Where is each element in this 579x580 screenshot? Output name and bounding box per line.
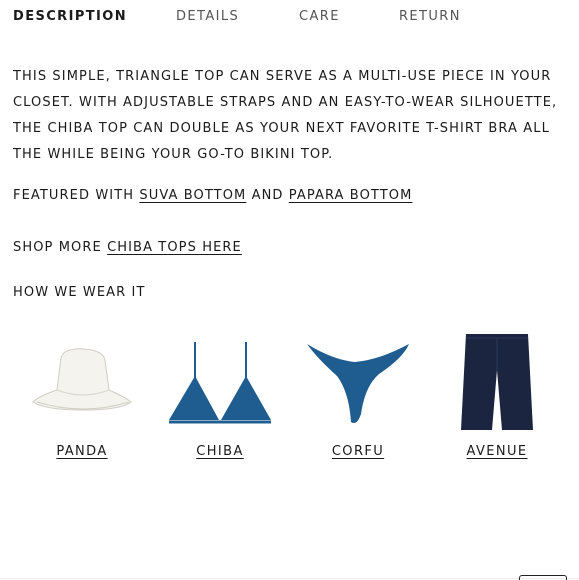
product-panda[interactable] [17,330,147,465]
how-we-wear-heading: HOW WE WEAR IT [13,285,146,300]
product-corfu[interactable] [293,330,423,465]
bikini-bottom-icon [293,330,423,430]
pants-icon [432,330,562,430]
divider [0,578,579,579]
bottom-corner-tab[interactable] [519,575,567,580]
product-chiba[interactable] [155,330,285,465]
product-label: PANDA [56,444,108,459]
product-description: THIS SIMPLE, TRIANGLE TOP CAN SERVE AS A MULTI-USE PIECE IN YOUR CLOSET. WITH ADJUSTABLE STRAPS AND AN EASY-TO-WEAR SILHOUETTE, THE CHIBA TOP CAN DOUBLE AS YOUR NEXT FAVORITE T-SHIRT BRA ALL THE WHILE BEING YOUR GO-TO BIKINI TOP. [13,69,558,162]
product-label: CHIBA [196,444,244,459]
featured-joiner: AND [251,188,284,203]
papara-bottom-link[interactable]: PAPARA BOTTOM [288,188,413,203]
chiba-tops-link[interactable]: CHIBA TOPS HERE [107,240,242,255]
product-avenue[interactable] [432,330,562,465]
tab-details[interactable]: DETAILS [176,9,240,24]
featured-prefix: FEATURED WITH [13,188,135,203]
shop-more-line [13,240,242,255]
tab-care[interactable]: CARE [299,9,340,24]
featured-with-line [13,188,412,203]
product-label: AVENUE [466,444,528,459]
shop-more-prefix: SHOP MORE [13,240,102,255]
product-label: CORFU [331,444,385,459]
tab-return[interactable]: RETURN [399,9,461,24]
tab-description[interactable]: DESCRIPTION [13,9,127,24]
triangle-bikini-top-icon [155,330,285,430]
product-row [0,330,579,470]
bucket-hat-icon [17,330,147,430]
suva-bottom-link[interactable]: SUVA BOTTOM [139,188,247,203]
